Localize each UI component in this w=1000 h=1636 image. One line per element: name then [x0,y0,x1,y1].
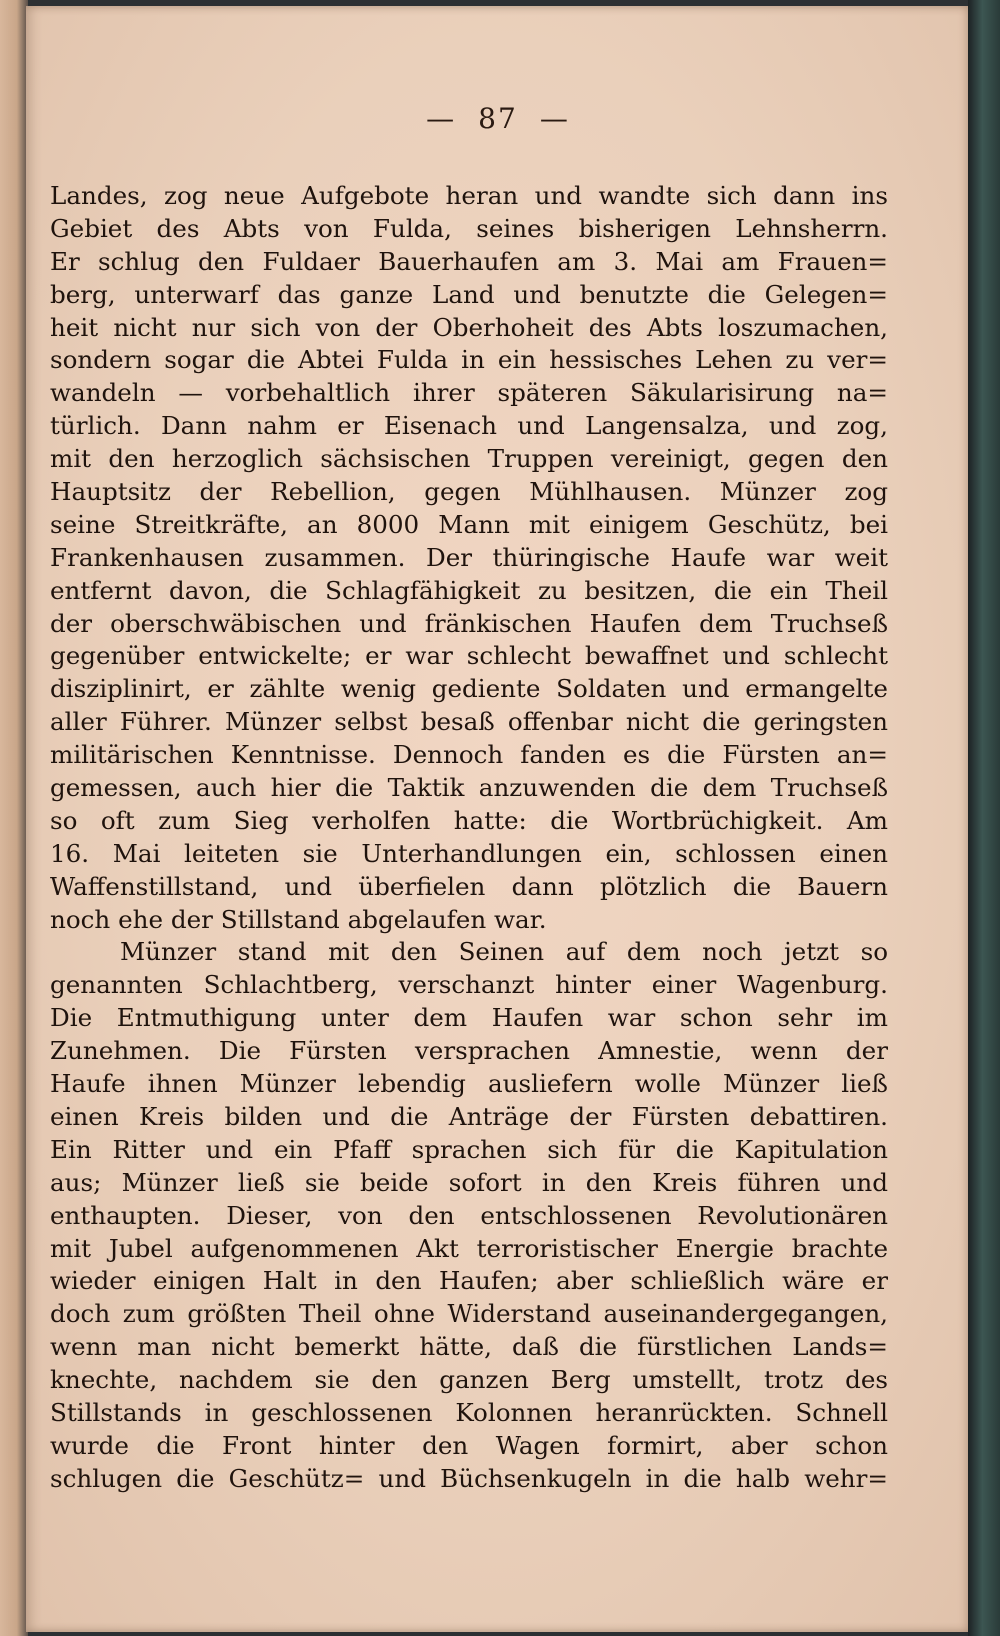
text-line: der oberschwäbischen und fränkischen Haufen dem Truchseß [50,608,888,638]
book-page [26,6,970,1632]
text-line: Die Entmuthigung unter dem Haufen war schon sehr im [50,1003,888,1033]
text-line: gemessen, auch hier die Taktik anzuwenden die dem Truchseß [50,773,888,803]
text-line: wandeln — vorbehaltlich ihrer späteren Säkularisirung na= [50,378,888,408]
text-line: militärischen Kenntnisse. Dennoch fanden es die Fürsten an= [50,740,888,770]
text-line: Waffenstillstand, und überfielen dann plötzlich die Bauern [50,871,888,901]
text-line: wurde die Front hinter den Wagen formirt, aber schon [50,1430,888,1460]
text-line: Münzer stand mit den Seinen auf dem noch jetzt so [120,937,888,967]
text-line: noch ehe der Stillstand abgelaufen war. [50,904,547,934]
text-line: enthaupten. Dieser, von den entschlossenen Revolutionären [50,1200,888,1230]
text-line: Stillstands in geschlossenen Kolonnen heranrückten. Schnell [50,1397,888,1427]
text-line: wieder einigen Halt in den Haufen; aber schließlich wäre er [50,1266,888,1296]
page-number-dash-left: — [426,102,457,135]
text-line: mit den herzoglich sächsischen Truppen vereinigt, gegen den [50,444,888,474]
page-number [26,102,970,135]
text-line: gegenüber entwickelte; er war schlecht bewaffnet und schlecht [50,641,888,671]
text-line: 16. Mai leiteten sie Unterhandlungen ein, schlossen einen [50,838,888,868]
text-line: aus; Münzer ließ sie beide sofort in den Kreis führen und [50,1167,888,1197]
text-line: disziplinirt, er zählte wenig gediente Soldaten und ermangelte [50,674,888,704]
previous-page-edge [0,0,28,1636]
text-line: so oft zum Sieg verholfen hatte: die Wortbrüchigkeit. Am [50,805,888,835]
text-line: einen Kreis bilden und die Anträge der Fürsten debattiren. [50,1101,888,1131]
page-number-dash-right: — [539,102,570,135]
text-line: Zunehmen. Die Fürsten versprachen Amnestie, wenn der [50,1036,888,1066]
text-line: Er schlug den Fuldaer Bauerhaufen am 3. Mai am Frauen= [50,246,888,276]
text-line: seine Streitkräfte, an 8000 Mann mit einigem Geschütz, bei [50,509,888,539]
text-line: heit nicht nur sich von der Oberhoheit des Abts loszumachen, [50,312,888,342]
text-line: Hauptsitz der Rebellion, gegen Mühlhausen. Münzer zog [50,477,888,507]
text-line: aller Führer. Münzer selbst besaß offenbar nicht die geringsten [50,707,888,737]
text-line: Landes, zog neue Aufgebote heran und wandte sich dann ins [50,181,888,210]
body-text [50,180,888,1496]
text-line: schlugen die Geschütz= und Büchsenkugeln in die halb wehr= [50,1463,888,1493]
text-line: mit Jubel aufgenommenen Akt terroristischer Energie brachte [50,1233,888,1263]
text-line: genannten Schlachtberg, verschanzt hinter einer Wagenburg. [50,970,888,1000]
book-cover-edge [968,0,1000,1636]
page-number-value: 87 [478,102,518,135]
text-line: doch zum größten Theil ohne Widerstand auseinandergegangen, [50,1299,888,1329]
text-line: entfernt davon, die Schlagfähigkeit zu besitzen, die ein Theil [50,575,888,605]
text-line: türlich. Dann nahm er Eisenach und Langensalza, und zog, [50,411,888,441]
text-line: Frankenhausen zusammen. Der thüringische Haufe war weit [50,542,888,572]
text-line: wenn man nicht bemerkt hätte, daß die fürstlichen Lands= [50,1332,888,1362]
text-line: sondern sogar die Abtei Fulda in ein hessisches Lehen zu ver= [50,345,888,375]
text-line: berg, unterwarf das ganze Land und benutzte die Gelegen= [50,279,888,309]
text-line: Haufe ihnen Münzer lebendig ausliefern wolle Münzer ließ [50,1069,888,1099]
text-line: knechte, nachdem sie den ganzen Berg umstellt, trotz des [50,1365,888,1395]
text-line: Ein Ritter und ein Pfaff sprachen sich für die Kapitulation [50,1134,888,1164]
text-line: Gebiet des Abts von Fulda, seines bisherigen Lehnsherrn. [50,213,888,243]
